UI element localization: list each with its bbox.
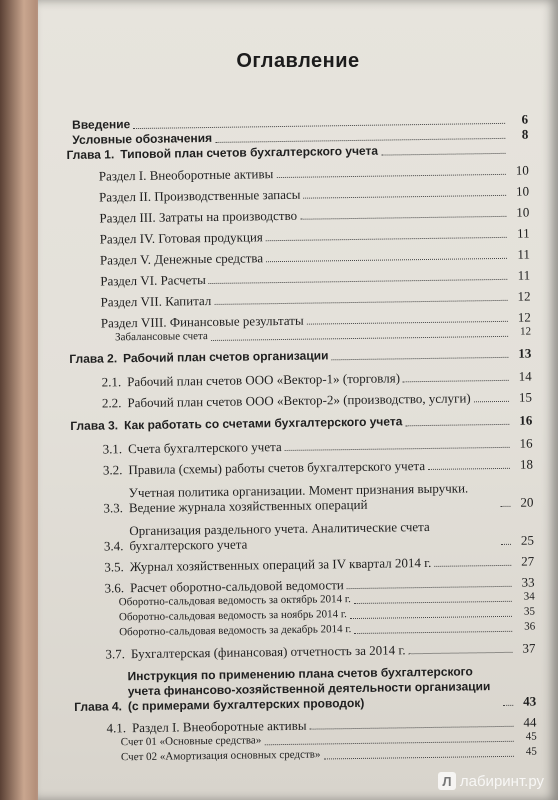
watermark-text: лабиринт.ру (459, 772, 544, 790)
toc-entry: Забалансовые счета 12 (114, 325, 532, 344)
table-of-contents (66, 112, 537, 766)
toc-entry: Раздел VI. Расчеты 11 (100, 267, 531, 289)
labirint-logo-icon: Л (438, 772, 456, 790)
toc-entry: Введение 6 (71, 111, 529, 132)
toc-entry: 3.1. Счета бухгалтерского учета 16 (102, 435, 533, 457)
toc-entry: Раздел VIII. Финансовые результаты 12 (100, 309, 531, 331)
toc-entry: Счет 02 «Амортизация основных средств» 45 (120, 745, 537, 764)
toc-entry: Раздел IV. Готовая продукция 11 (99, 225, 530, 247)
toc-entry: 3.5. Журнал хозяйственных операций за IV квартал 2014 г. 27 (104, 553, 535, 575)
toc-entry: Оборотно-сальдовая ведомость за ноябрь 2014 г. 35 (118, 605, 536, 624)
book-page (38, 0, 558, 800)
toc-chapter: Глава 4. Инструкция по применению плана счетов бухгалтерского учета финансово-хозяйственной деятельности организации (с примерами бухгалтерских проводок) 43 (74, 664, 537, 714)
toc-entry: Раздел III. Затраты на производство 10 (99, 204, 530, 226)
toc-entry: 3.4. Организация раздельного учета. Аналитические счета бухгалтерского учета 25 (103, 518, 535, 554)
toc-entry: Счет 01 «Основные средства» 45 (120, 730, 537, 749)
watermark (438, 772, 544, 790)
toc-entry: 4.1. Раздел I. Внеоборотные активы 44 (106, 714, 537, 736)
toc-entry: Оборотно-сальдовая ведомость за октябрь 2014 г. 34 (118, 590, 535, 609)
toc-chapter: Глава 2. Рабочий план счетов организации 13 (69, 345, 532, 366)
toc-entry: Раздел V. Денежные средства 11 (99, 246, 531, 268)
toc-entry: 3.7. Бухгалтерская (финансовая) отчетность за 2014 г. 37 (105, 640, 536, 662)
toc-entry: Условные обозначения 8 (72, 126, 529, 147)
toc-chapter: Глава 1. Типовой план счетов бухгалтерского учета (66, 142, 528, 163)
toc-entry: 3.2. Правила (схемы) работы счетов бухгалтерского учета 18 (102, 456, 533, 478)
toc-entry: 3.3. Учетная политика организации. Момент признания выручки. Ведение журнала хозяйственных операций 20 (103, 480, 534, 516)
toc-entry: Раздел I. Внеоборотные активы 10 (98, 162, 529, 184)
toc-entry: Оборотно-сальдовая ведомость за декабрь 2014 г. 36 (119, 620, 536, 639)
toc-chapter: Глава 3. Как работать со счетами бухгалтерского учета 16 (70, 412, 533, 433)
toc-entry: Раздел II. Производственные запасы 10 (99, 183, 530, 205)
toc-entry: Раздел VII. Капитал 12 (100, 288, 531, 310)
page-title: Оглавление (236, 50, 360, 72)
toc-entry: 2.1. Рабочий план счетов ООО «Вектор-1» (торговля) 14 (101, 368, 532, 390)
toc-entry: 2.2. Рабочий план счетов ООО «Вектор-2» (производство, услуги) 15 (101, 389, 533, 411)
toc-entry: 3.6. Расчет оборотно-сальдовой ведомости 33 (104, 574, 535, 596)
